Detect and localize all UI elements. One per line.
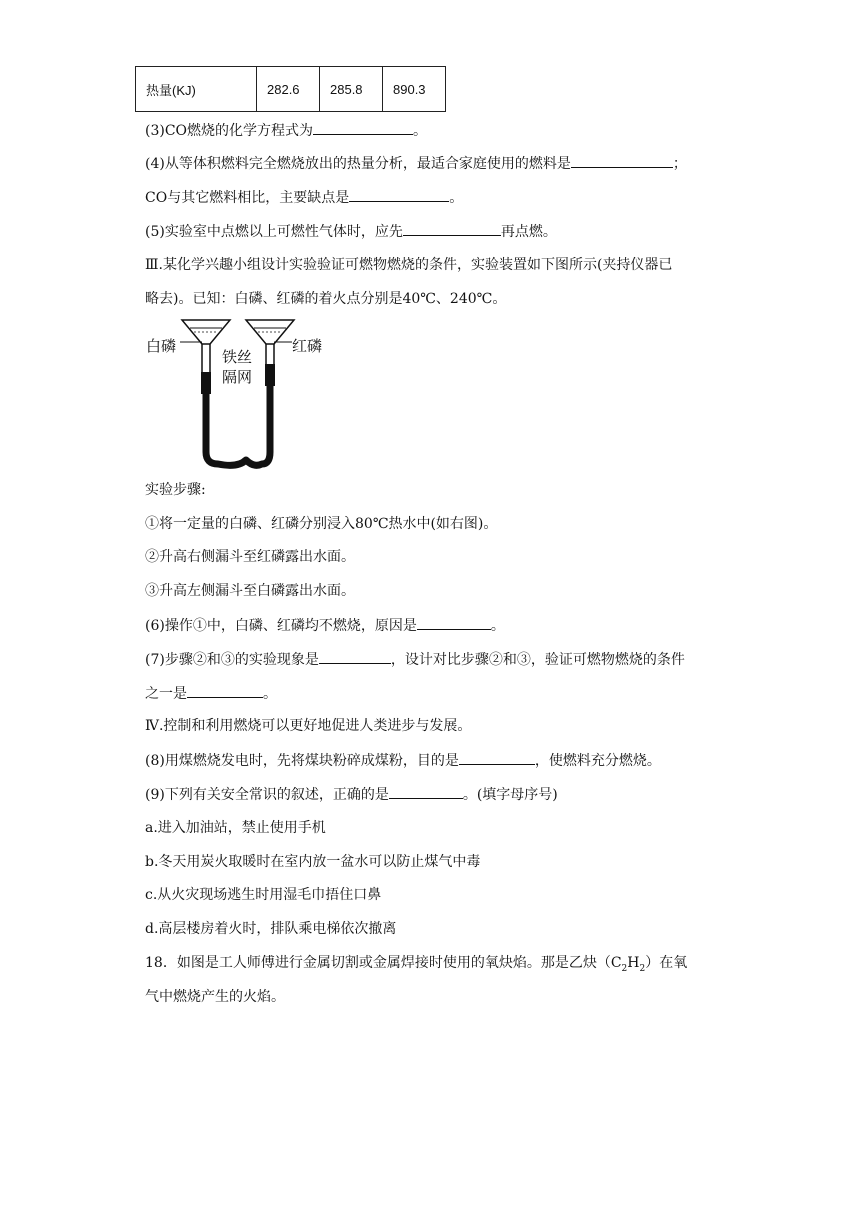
section-4: Ⅳ.控制和利用燃烧可以更好地促进人类进步与发展。 bbox=[145, 718, 472, 734]
option-b: b.冬天用炭火取暖时在室内放一盆水可以防止煤气中毒 bbox=[145, 854, 481, 870]
answer-blank bbox=[187, 683, 263, 698]
question-8: (8)用煤燃烧发电时，先将煤块粉碎成煤粉，目的是 ，使燃料充分燃烧。 bbox=[145, 750, 661, 771]
question-4-line-2: CO与其它燃料相比，主要缺点是 。 bbox=[145, 187, 463, 208]
step-3: ③升高左侧漏斗至白磷露出水面。 bbox=[145, 583, 355, 599]
step-2: ②升高右侧漏斗至红磷露出水面。 bbox=[145, 549, 355, 565]
red-phosphorus-label: 红磷 bbox=[292, 337, 323, 355]
table-row bbox=[136, 67, 446, 112]
question-18-line-2: 气中燃烧产生的火焰。 bbox=[145, 989, 285, 1005]
wire-mesh-label-2: 隔网 bbox=[222, 368, 253, 386]
section-3-line-2: 略去)。已知：白磷、红磷的着火点分别是40℃、240℃。 bbox=[145, 291, 507, 307]
apparatus-figure bbox=[142, 314, 342, 474]
question-6: (6)操作①中，白磷、红磷均不燃烧，原因是 。 bbox=[145, 615, 505, 636]
question-3: (3)CO燃烧的化学方程式为 。 bbox=[145, 120, 427, 141]
question-5: (5)实验室中点燃以上可燃性气体时，应先 再点燃。 bbox=[145, 221, 557, 242]
answer-blank bbox=[459, 750, 535, 765]
white-phosphorus-label: 白磷 bbox=[146, 337, 177, 355]
option-c: c.从火灾现场逃生时用湿毛巾捂住口鼻 bbox=[145, 887, 382, 903]
question-18-line-1: 18．如图是工人师傅进行金属切割或金属焊接时使用的氧炔焰。那是乙炔$(C_2H_2)$在氧 bbox=[145, 955, 688, 974]
table-cell-value: 285.8 bbox=[320, 67, 383, 112]
heat-table bbox=[135, 66, 446, 112]
question-7-line-2: 之一是 。 bbox=[145, 683, 277, 704]
answer-blank bbox=[319, 649, 391, 664]
table-cell-label: 热量(KJ) bbox=[136, 67, 257, 112]
option-d: d.高层楼房着火时，排队乘电梯依次撤离 bbox=[145, 921, 397, 937]
table-cell-value: 890.3 bbox=[383, 67, 446, 112]
option-a: a.进入加油站，禁止使用手机 bbox=[145, 820, 326, 836]
question-4-line-1: (4)从等体积燃料完全燃烧放出的热量分析，最适合家庭使用的燃料是 ； bbox=[145, 153, 687, 174]
rubber-tube bbox=[206, 386, 270, 465]
section-3-line-1: Ⅲ.某化学兴趣小组设计实验验证可燃物燃烧的条件，实验装置如下图所示(夹持仪器已 bbox=[145, 257, 673, 273]
steps-title: 实验步骤: bbox=[145, 482, 206, 498]
question-9: (9)下列有关安全常识的叙述，正确的是 。(填字母序号) bbox=[145, 784, 558, 805]
right-rubber-joint bbox=[265, 364, 275, 386]
answer-blank bbox=[403, 221, 501, 236]
answer-blank bbox=[571, 153, 673, 168]
question-7-line-1: (7)步骤②和③的实验现象是 ，设计对比步骤②和③，验证可燃物燃烧的条件 bbox=[145, 649, 685, 670]
table-cell-value: 282.6 bbox=[257, 67, 320, 112]
answer-blank bbox=[313, 120, 413, 135]
answer-blank bbox=[349, 187, 449, 202]
answer-blank bbox=[417, 615, 491, 630]
left-rubber-joint bbox=[201, 372, 211, 394]
answer-blank bbox=[389, 784, 463, 799]
wire-mesh-label-1: 铁丝 bbox=[222, 348, 253, 366]
step-1: ①将一定量的白磷、红磷分别浸入80℃热水中(如右图)。 bbox=[145, 516, 498, 532]
